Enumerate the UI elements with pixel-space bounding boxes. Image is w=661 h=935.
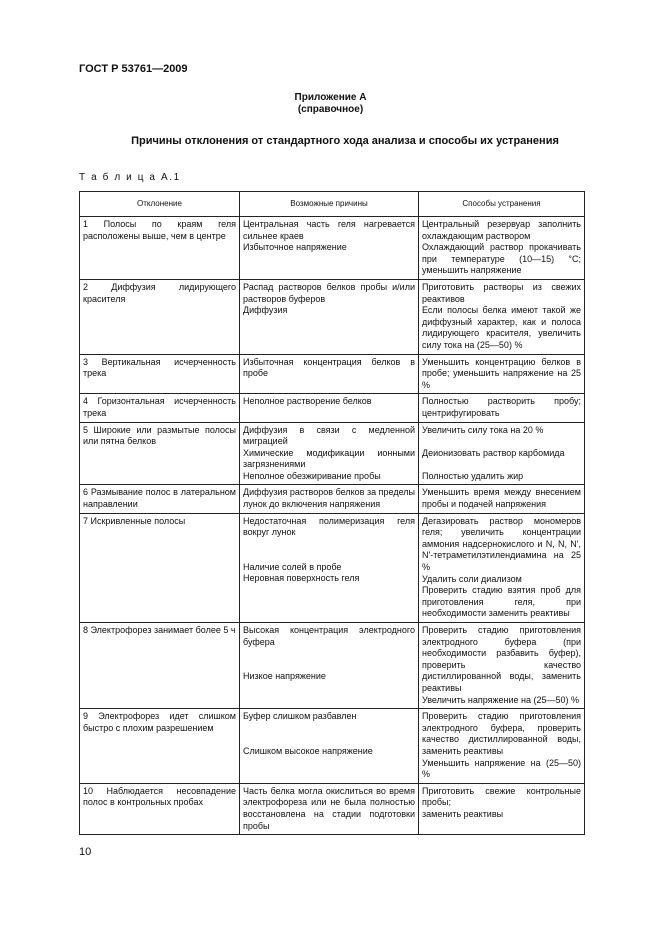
remedies-cell: [419, 485, 585, 513]
deviation-cell: 1 Полосы по краям геля расположены выше, чем в центре: [80, 217, 240, 280]
deviation-cell: 7 Искривленные полосы: [80, 513, 240, 622]
causes-cell: [240, 217, 419, 280]
table-row: [80, 279, 585, 354]
cause-text: Наличие солей в пробе: [243, 561, 342, 572]
deviation-cell: 5 Широкие или размытые полосы или пятна белков: [80, 422, 240, 485]
table-row: [80, 783, 585, 834]
remedies-cell: [419, 422, 585, 485]
appendix-subtitle: (справочное): [297, 104, 364, 115]
deviation-cell: 6 Размывание полос в латеральном направлении: [80, 485, 240, 513]
remedies-cell: [419, 279, 585, 354]
causes-cell: [240, 422, 419, 485]
causes-cell: [240, 394, 419, 422]
causes-cell: [240, 279, 419, 354]
cause-text: Неровная поверхность геля: [243, 573, 360, 584]
section-title: Причины отклонения от стандартного хода анализа и способы их устранения: [131, 135, 559, 147]
remedy-text: Уменьшить время между внесением пробы и подачей напряжения: [422, 487, 581, 510]
remedy-text: Увеличить напряжение на (25—50) %: [422, 694, 580, 705]
remedy-text: Дегазировать раствор мономеров геля; увеличить концентрации аммония надсернокислого и N, N, N', N'-тетраметилэтилендиамина на 25 %: [422, 515, 581, 573]
deviation-cell: 3 Вертикальная исчерченность трека: [80, 354, 240, 394]
deviation-cell: 4 Горизонтальная исчерченность трека: [80, 394, 240, 422]
causes-cell: [240, 354, 419, 394]
cause-text: Распад растворов белков пробы и/или растворов буферов: [243, 281, 415, 304]
header-deviation: Отклонение: [80, 192, 240, 217]
cause-text: Часть белка могла окислиться во время электрофореза или не была полностью восстановлена на стадии подготовки пробы: [243, 785, 415, 831]
remedy-text: Удалить соли диализом: [422, 573, 522, 584]
remedy-text: Охлаждающий раствор прокачивать при температуре (10—15) °С; уменьшить напряжение: [422, 242, 581, 276]
table-row: [80, 485, 585, 513]
causes-cell: [240, 783, 419, 834]
header-causes: Возможные причины: [240, 192, 419, 217]
causes-cell: [240, 709, 419, 784]
remedies-cell: [419, 783, 585, 834]
table-row: [80, 623, 585, 709]
remedy-text: заменить реактивы: [422, 808, 504, 819]
standard-header: ГОСТ Р 53761—2009: [79, 63, 188, 75]
cause-text: Диффузия в связи с медленной миграцией: [243, 424, 415, 447]
remedy-text: Уменьшить напряжение на (25—50) %: [422, 757, 581, 780]
causes-cell: [240, 513, 419, 622]
table-row: [80, 354, 585, 394]
cause-text: Центральная часть геля нагревается сильнее краев: [243, 219, 415, 241]
remedies-cell: [419, 709, 585, 784]
remedies-cell: [419, 217, 585, 280]
deviation-cell: 9 Электрофорез идет слишком быстро с плохим разрешением: [80, 709, 240, 784]
table-row: [80, 709, 585, 784]
remedy-text: Приготовить свежие контрольные пробы;: [422, 785, 581, 808]
remedies-cell: [419, 394, 585, 422]
remedy-text: Уменьшить концентрацию белков в пробе; уменьшить напряжение на 25 %: [422, 356, 581, 390]
causes-cell: [240, 623, 419, 709]
table-row: [80, 422, 585, 485]
remedy-text: Проверить стадию взятия проб для приготовления геля, при необходимости заменить реактивы: [422, 585, 581, 619]
remedies-cell: [419, 513, 585, 622]
cause-text: Высокая концентрация электродного буфера: [243, 625, 415, 647]
causes-remedies-table: [79, 191, 585, 835]
deviation-cell: 10 Наблюдается несовпадение полос в контрольных пробах: [80, 783, 240, 834]
cause-text: Избыточное напряжение: [243, 242, 347, 253]
remedy-text: Если полосы белка имеют такой же диффузный характер, как и полоса лидирующего красителя, увеличить силу тока на (25—50) %: [422, 305, 581, 350]
table-caption: Т а б л и ц а А.1: [79, 172, 181, 183]
causes-cell: [240, 485, 419, 513]
remedies-cell: [419, 354, 585, 394]
page-number: 10: [79, 846, 92, 858]
cause-text: Избыточная концентрация белков в пробе: [243, 356, 415, 379]
remedy-text: Деионизовать раствор карбомида: [422, 447, 565, 458]
cause-text: Недостаточная полимеризация геля вокруг лунок: [243, 515, 415, 538]
remedy-text: Проверить стадию приготовления электродного буфера (при необходимости разбавить буфер), проверить качество дистиллированной воды, заменить реактивы: [422, 625, 581, 693]
remedy-text: Увеличить силу тока на 20 %: [422, 424, 544, 435]
remedy-text: Проверить стадию приготовления электродного буфера, проверить качество дистиллированной воды, заменить реактивы: [422, 711, 581, 756]
appendix-title: Приложение А: [294, 92, 367, 103]
deviation-cell: 8 Электрофорез занимает более 5 ч: [80, 623, 240, 709]
cause-text: Слишком высокое напряжение: [243, 745, 373, 756]
cause-text: Низкое напряжение: [243, 671, 326, 682]
cause-text: Неполное растворение белков: [243, 396, 372, 407]
header-remedies: Способы устранения: [419, 192, 585, 217]
remedy-text: Полностью растворить пробу; центрифугировать: [422, 396, 581, 418]
deviation-cell: 2 Диффузия лидирующего красителя: [80, 279, 240, 354]
cause-text: Диффузия: [243, 305, 288, 316]
table-row: [80, 217, 585, 280]
remedy-text: Приготовить растворы из свежих реактивов: [422, 281, 581, 304]
cause-text: Химические модификации ионными загрязнениями: [243, 447, 415, 470]
table-row: [80, 394, 585, 422]
cause-text: Буфер слишком разбавлен: [243, 711, 357, 722]
remedy-text: Центральный резервуар заполнить охлаждающим раствором: [422, 219, 581, 241]
cause-text: Неполное обезжиривание пробы: [243, 470, 381, 481]
table-header-row: [80, 192, 585, 217]
remedy-text: Полностью удалить жир: [422, 470, 524, 481]
cause-text: Диффузия растворов белков за пределы лунок до включения напряжения: [243, 487, 415, 510]
remedies-cell: [419, 623, 585, 709]
table-row: [80, 513, 585, 622]
